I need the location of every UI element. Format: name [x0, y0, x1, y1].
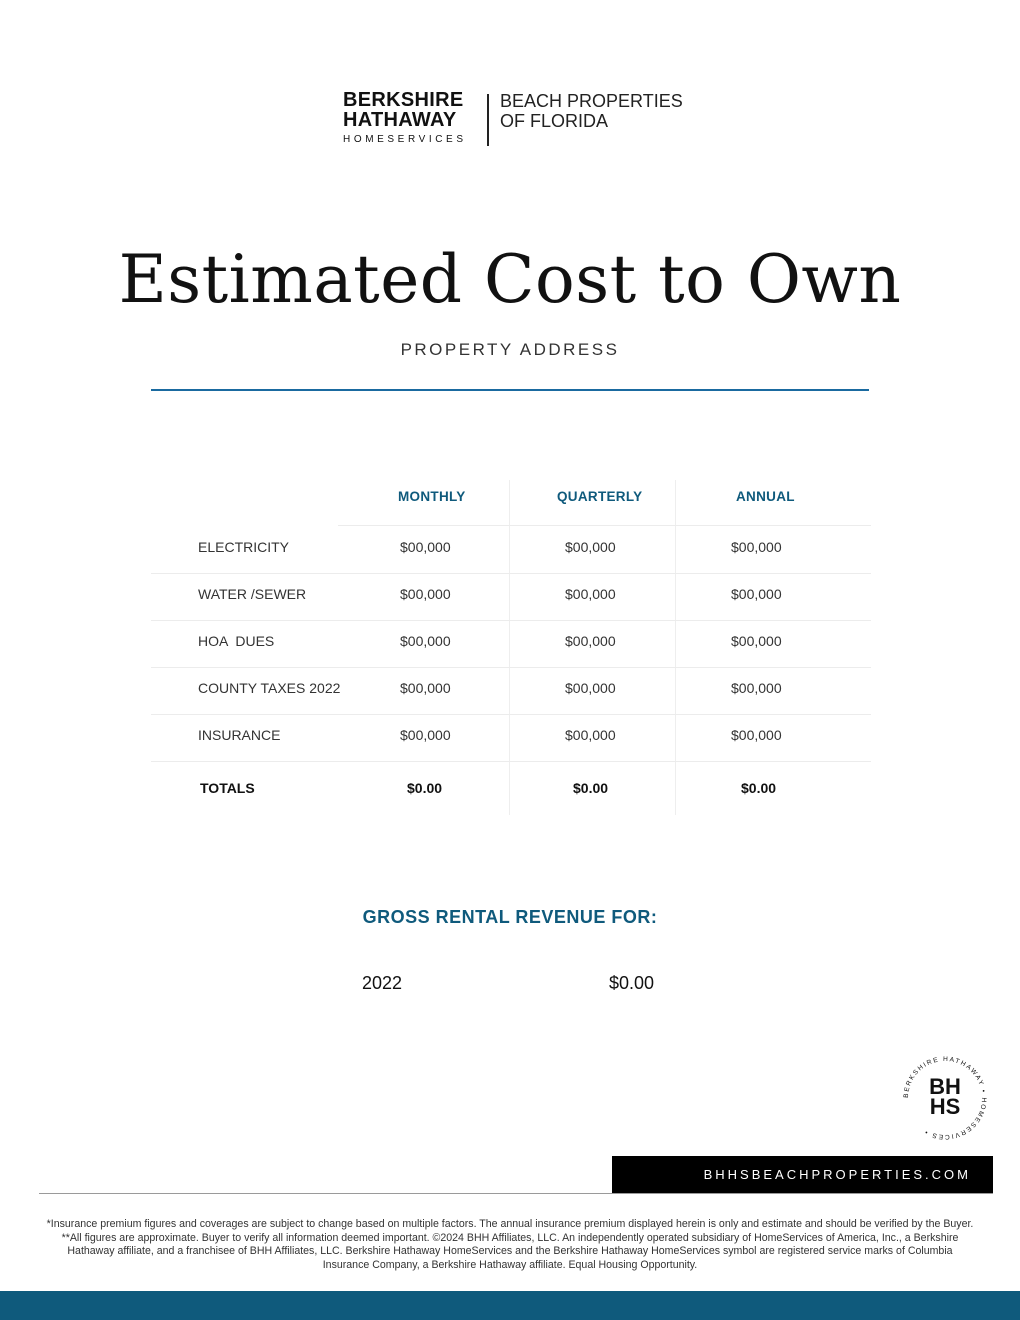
website-link[interactable]: BHHSBEACHPROPERTIES.COM [612, 1156, 993, 1194]
legal-disclaimer: *Insurance premium figures and coverages are subject to change based on multiple factors. The annual insurance premium displayed herein is only and estimate and should be verified by the Buyer. **All figures are approximate. Buyer to verify all information deemed important. ©2024 BHH Affiliates, LLC. An independently operated subsidiary of HomeServices of America, Inc., a Berkshire Hathaway affiliate, and a franchisee of BHH Affiliates, LLC. Berkshire Hathaway HomeServices and the Berkshire Hathaway HomeServices symbol are registered service marks of Columbia Insurance Company, a Berkshire Hathaway affiliate. Equal Housing Opportunity. [46, 1218, 974, 1271]
seal-letters-top: BH [929, 1074, 961, 1099]
brand-name [343, 90, 478, 145]
footer-band [0, 1291, 1020, 1320]
table-row [151, 715, 871, 762]
monthly-value: $00,000 [400, 539, 451, 555]
header-annual: ANNUAL [736, 489, 795, 504]
annual-value: $00,000 [731, 586, 782, 602]
row-rule [151, 761, 871, 762]
row-label: WATER /SEWER [198, 586, 307, 602]
quarterly-value: $00,000 [565, 586, 616, 602]
header-rule [338, 525, 871, 526]
brand-line-1: BERKSHIRE [343, 89, 464, 111]
monthly-value: $00,000 [400, 586, 451, 602]
bhhs-seal-icon [899, 1052, 991, 1144]
annual-value: $00,000 [731, 633, 782, 649]
table-row [151, 621, 871, 668]
annual-value: $00,000 [731, 727, 782, 743]
brand-line-3: HOMESERVICES [343, 134, 467, 145]
table-row [151, 668, 871, 715]
table-row [151, 574, 871, 621]
logo-divider [487, 94, 489, 146]
brand-line-2: HATHAWAY [343, 109, 457, 131]
quarterly-total: $0.00 [573, 780, 609, 796]
revenue-title: GROSS RENTAL REVENUE FOR: [362, 907, 658, 927]
totals-row [151, 774, 871, 821]
seal-letters-bottom: HS [929, 1094, 961, 1119]
table-row [151, 527, 871, 574]
footer-divider [39, 1193, 993, 1194]
row-label: ELECTRICITY [198, 539, 290, 555]
row-label: COUNTY TAXES 2022 [198, 680, 341, 696]
annual-value: $00,000 [731, 539, 782, 555]
revenue-amount: $0.00 [609, 973, 655, 993]
quarterly-value: $00,000 [565, 727, 616, 743]
office-line-1: BEACH PROPERTIES [500, 91, 683, 111]
header-quarterly: QUARTERLY [557, 489, 643, 504]
row-label: INSURANCE [198, 727, 281, 743]
quarterly-value: $00,000 [565, 633, 616, 649]
title-divider [151, 389, 869, 391]
page-title: Estimated Cost to Own [118, 241, 902, 318]
revenue-year: 2022 [362, 973, 403, 993]
annual-total: $0.00 [741, 780, 777, 796]
cost-table [151, 475, 871, 815]
property-address: PROPERTY ADDRESS [400, 340, 620, 359]
brand-logo [343, 90, 683, 148]
quarterly-value: $00,000 [565, 680, 616, 696]
totals-label: TOTALS [200, 780, 255, 796]
office-name [500, 91, 683, 131]
header-monthly: MONTHLY [398, 489, 466, 504]
monthly-value: $00,000 [400, 633, 451, 649]
monthly-value: $00,000 [400, 680, 451, 696]
seal-ring-text: BERKSHIRE HATHAWAY • HOMESERVICES • [902, 1055, 988, 1141]
annual-value: $00,000 [731, 680, 782, 696]
monthly-total: $0.00 [407, 780, 443, 796]
row-label: HOA DUES [198, 633, 275, 649]
quarterly-value: $00,000 [565, 539, 616, 555]
monthly-value: $00,000 [400, 727, 451, 743]
office-line-2: OF FLORIDA [500, 111, 609, 131]
